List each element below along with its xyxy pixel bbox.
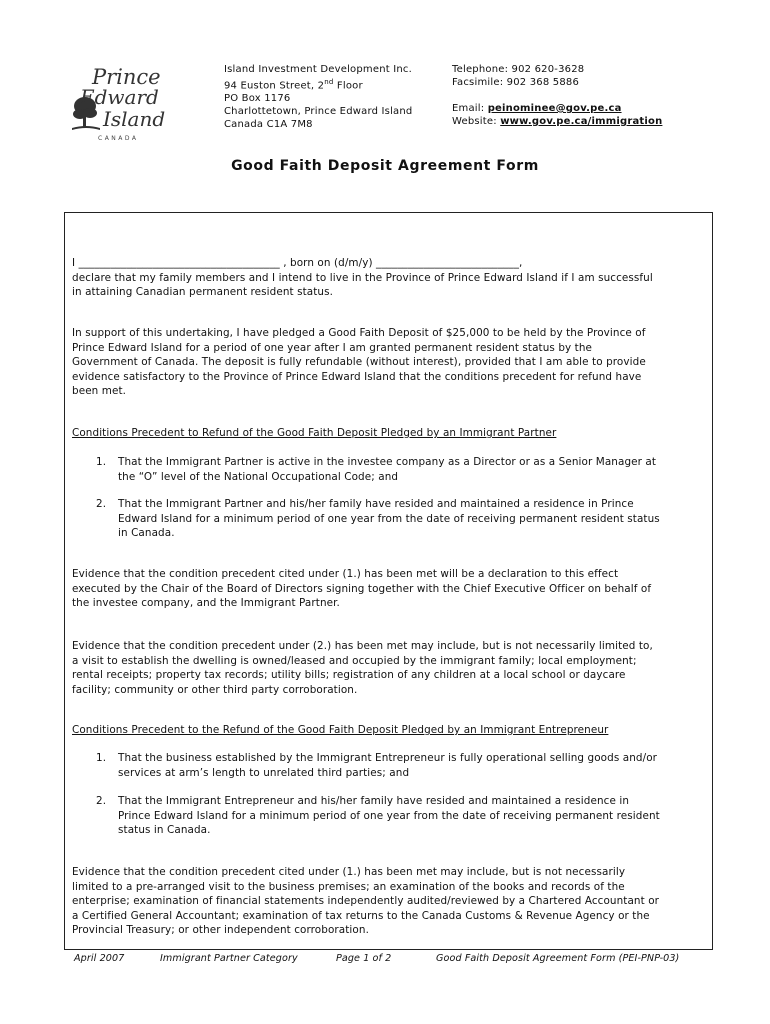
svg-text:Island: Island [103, 107, 166, 131]
support-paragraph: In support of this undertaking, I have pledged a Good Faith Deposit of $25,000 to be held by the Province of Prince Edward Island for a period of one year after I am granted permanent resident status by the Government of Canada. The deposit is fully refundable (without interest), provided that I am able to provide evidence satisfactory to the Province of Prince Edward Island that the conditions precedent for refund have been met. [72, 327, 646, 398]
email-link[interactable]: peinominee@gov.pe.ca [487, 103, 622, 114]
street-address: 94 Euston Street, 2nd Floor [224, 78, 363, 92]
telephone: Telephone: 902 620-3628 [452, 64, 585, 75]
partner-condition-1: 1. That the Immigrant Partner is active in the investee company as a Director or as a Senior Manager at the “O” level of the National Occupational Code; and [96, 456, 657, 483]
pei-logo [70, 62, 178, 146]
footer-form-id: Good Faith Deposit Agreement Form (PEI-PNP-03) [436, 953, 680, 964]
partner-heading: Conditions Precedent to Refund of the Good Faith Deposit Pledged by an Immigrant Partner [72, 427, 557, 439]
address-block [224, 63, 412, 131]
website-link[interactable]: www.gov.pe.ca/immigration [500, 116, 663, 127]
entrepreneur-heading: Conditions Precedent to the Refund of the Good Faith Deposit Pledged by an Immigrant Entrepreneur [72, 724, 609, 736]
email-line: Email: peinominee@gov.pe.ca [452, 103, 622, 114]
evidence-paragraph-1: Evidence that the condition precedent cited under (1.) has been met will be a declaration to this effect executed by the Chair of the Board of Directors signing together with the Chief Executive Officer on behalf of the investee company, and the Immigrant Partner. [72, 568, 652, 610]
entrepreneur-condition-2: 2. That the Immigrant Entrepreneur and his/her family have resided and maintained a residence in Prince Edward Island for a minimum period of one year from the date of receiving permanent resident status in Canada. [96, 795, 660, 837]
evidence-paragraph-3: Evidence that the condition precedent cited under (1.) has been met may include, but is not necessarily limited to a pre-arranged visit to the business premises; an examination of the books and records of the enterprise; examination of financial statements independently audited/reviewed by a Chartered Accountant or a Certified General Accountant; examination of tax returns to the Canada Customs & Revenue Agency or the Provincial Treasury; or other independent corroboration. [72, 866, 660, 937]
footer-date: April 2007 [74, 953, 125, 964]
pei-logo-graphic [70, 62, 178, 146]
entrepreneur-condition-1: 1. That the business established by the Immigrant Entrepreneur is fully operational selling goods and/or services at arm’s length to unrelated third parties; and [96, 752, 658, 779]
svg-text:CANADA: CANADA [98, 135, 139, 142]
svg-text:Edward: Edward [80, 85, 159, 109]
evidence-paragraph-2: Evidence that the condition precedent under (2.) has been met may include, but is not necessarily limited to, a visit to establish the dwelling is owned/leased and occupied by the immigrant family; local employment; rental receipts; property tax records; utility bills; registration of any children at a local school or daycare facility; community or other third party corroboration. [72, 640, 653, 696]
partner-condition-2: 2. That the Immigrant Partner and his/her family have resided and maintained a residence in Prince Edward Island for a minimum period of one year from the date of receiving permanent resident status in Canada. [96, 498, 660, 540]
city: Charlottetown, Prince Edward Island [224, 106, 413, 118]
po-box: PO Box 1176 [224, 93, 291, 105]
footer-category: Immigrant Partner Category [160, 953, 298, 964]
org-name: Island Investment Development Inc. [224, 64, 413, 75]
intro-paragraph: I ______________________________________ , born on (d/m/y) ___________________________, declare that my family members and I intend to live in the Province of Prince Edward Island if I am successful in attaining Canadian permanent resident status. [72, 257, 653, 299]
facsimile: Facsimile: 902 368 5886 [452, 77, 580, 88]
postal-code: Canada C1A 7M8 [224, 119, 313, 131]
svg-text:Prince: Prince [92, 65, 161, 89]
form-title: Good Faith Deposit Agreement Form [231, 158, 539, 174]
footer-page-number: Page 1 of 2 [336, 953, 392, 964]
contact-block [452, 63, 662, 128]
website-line: Website: www.gov.pe.ca/immigration [452, 116, 663, 127]
